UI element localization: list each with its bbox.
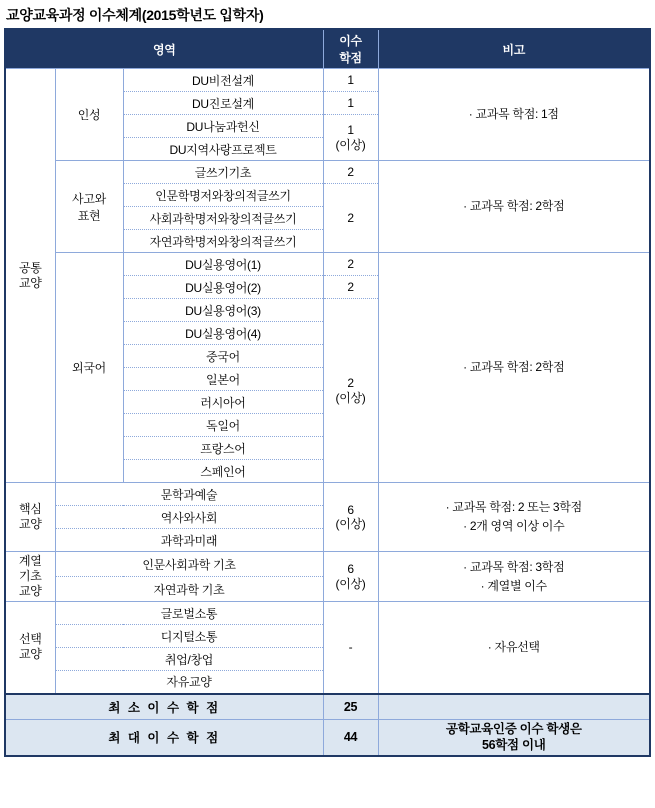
note-foreign-language — [378, 253, 650, 483]
group-foundation-line3: 교양 — [18, 584, 42, 598]
table-row-total-min — [5, 694, 650, 720]
course-name: DU실용영어(2) — [123, 276, 323, 299]
group-core — [5, 483, 55, 552]
credit-line2: (이상) — [335, 390, 366, 405]
course-name: 역사와사회 — [55, 506, 323, 529]
course-name: 취업/창업 — [55, 648, 323, 671]
course-name: 자유교양 — [55, 671, 323, 694]
table-row — [5, 602, 650, 625]
note-core — [378, 483, 650, 552]
note-line: · 계열별 이수 — [480, 578, 547, 593]
table-row — [5, 552, 650, 577]
group-common — [5, 69, 55, 483]
credit-value — [323, 299, 378, 483]
total-min-credits: 25 — [323, 694, 378, 720]
credit-value: 1 — [323, 92, 378, 115]
credit-line2: (이상) — [335, 137, 366, 152]
course-name: DU실용영어(1) — [123, 253, 323, 276]
credit-line1: 2 — [347, 376, 354, 391]
total-min-label: 최 소 이 수 학 점 — [5, 694, 323, 720]
table-body — [5, 69, 650, 756]
credit-value: 1 — [323, 69, 378, 92]
course-name: DU지역사랑프로젝트 — [123, 138, 323, 161]
credit-line2: (이상) — [335, 576, 366, 591]
table-header — [5, 29, 650, 69]
header-credits — [323, 29, 378, 69]
credit-value: 2 — [323, 276, 378, 299]
note-thinking-expression — [378, 161, 650, 253]
credit-value: 2 — [323, 184, 378, 253]
course-name: 러시아어 — [123, 391, 323, 414]
header-credits-line2: 학점 — [339, 51, 362, 65]
table-row — [5, 69, 650, 92]
course-name: 글로벌소통 — [55, 602, 323, 625]
credit-value: - — [323, 602, 378, 694]
course-name: 중국어 — [123, 345, 323, 368]
total-max-label: 최 대 이 수 학 점 — [5, 720, 323, 756]
group-core-line2: 교양 — [18, 517, 42, 531]
course-name: DU실용영어(4) — [123, 322, 323, 345]
group-foundation — [5, 552, 55, 602]
subarea-thinking-expression — [55, 161, 123, 253]
credit-value — [323, 552, 378, 602]
header-note: 비고 — [378, 29, 650, 69]
course-name: 자연과학 기초 — [55, 577, 323, 602]
course-name: DU실용영어(3) — [123, 299, 323, 322]
course-name: 스페인어 — [123, 460, 323, 483]
total-max-note — [378, 720, 650, 756]
total-max-note-line1: 공학교육인증 이수 학생은 — [445, 722, 582, 736]
course-name: 독일어 — [123, 414, 323, 437]
course-name: DU비전설계 — [123, 69, 323, 92]
group-elective-line1: 선택 — [18, 632, 42, 647]
course-name: 일본어 — [123, 368, 323, 391]
course-name: 과학과미래 — [55, 529, 323, 552]
credit-value: 2 — [323, 253, 378, 276]
course-name: 글쓰기기초 — [123, 161, 323, 184]
note-line: · 교과목 학점: 2학점 — [463, 360, 565, 375]
group-core-line1: 핵심 — [18, 502, 42, 516]
course-name: 디지털소통 — [55, 625, 323, 648]
credit-line1: 1 — [347, 123, 354, 138]
note-line: · 교과목 학점: 1점 — [468, 107, 559, 122]
course-name: 자연과학명저와창의적글쓰기 — [123, 230, 323, 253]
total-min-note — [378, 694, 650, 720]
table-row-total-max — [5, 720, 650, 756]
credit-value — [323, 115, 378, 161]
group-elective-line2: 교양 — [18, 647, 42, 662]
note-line: · 교과목 학점: 3학점 — [463, 559, 565, 574]
note-line: · 교과목 학점: 2학점 — [463, 199, 565, 214]
group-common-line2: 교양 — [18, 275, 42, 290]
credit-line1: 6 — [347, 562, 354, 577]
credit-line2: (이상) — [335, 517, 366, 531]
note-foundation — [378, 552, 650, 602]
course-name: DU나눔과헌신 — [123, 115, 323, 138]
group-elective — [5, 602, 55, 694]
credit-line1: 6 — [347, 502, 354, 517]
course-name: 인문학명저와창의적글쓰기 — [123, 184, 323, 207]
course-name: DU진로설계 — [123, 92, 323, 115]
table-row — [5, 483, 650, 506]
note-personality — [378, 69, 650, 161]
total-max-credits: 44 — [323, 720, 378, 756]
curriculum-table — [4, 28, 651, 757]
note-elective — [378, 602, 650, 694]
group-foundation-line2: 기초 — [18, 569, 42, 583]
course-name: 프랑스어 — [123, 437, 323, 460]
table-row — [5, 161, 650, 184]
subarea-line2: 표현 — [77, 208, 101, 223]
group-foundation-line1: 계열 — [18, 554, 42, 568]
note-line: · 자유선택 — [487, 639, 540, 654]
credit-value: 2 — [323, 161, 378, 184]
page-title: 교양교육과정 이수체계(2015학년도 입학자) — [6, 7, 264, 23]
subarea-foreign-language: 외국어 — [55, 253, 123, 483]
course-name: 문학과예술 — [55, 483, 323, 506]
note-line: · 2개 영역 이상 이수 — [463, 519, 565, 533]
course-name: 인문사회과학 기초 — [55, 552, 323, 577]
total-max-note-line2: 56학점 이내 — [481, 738, 546, 753]
credit-value — [323, 483, 378, 552]
note-line: · 교과목 학점: 2 또는 3학점 — [445, 500, 582, 515]
subarea-line1: 사고와 — [72, 191, 106, 206]
table-row — [5, 253, 650, 276]
header-area: 영역 — [5, 29, 323, 69]
subarea-personality: 인성 — [55, 69, 123, 161]
group-common-line1: 공통 — [18, 260, 42, 275]
course-name: 사회과학명저와창의적글쓰기 — [123, 207, 323, 230]
header-credits-line1: 이수 — [339, 34, 362, 48]
